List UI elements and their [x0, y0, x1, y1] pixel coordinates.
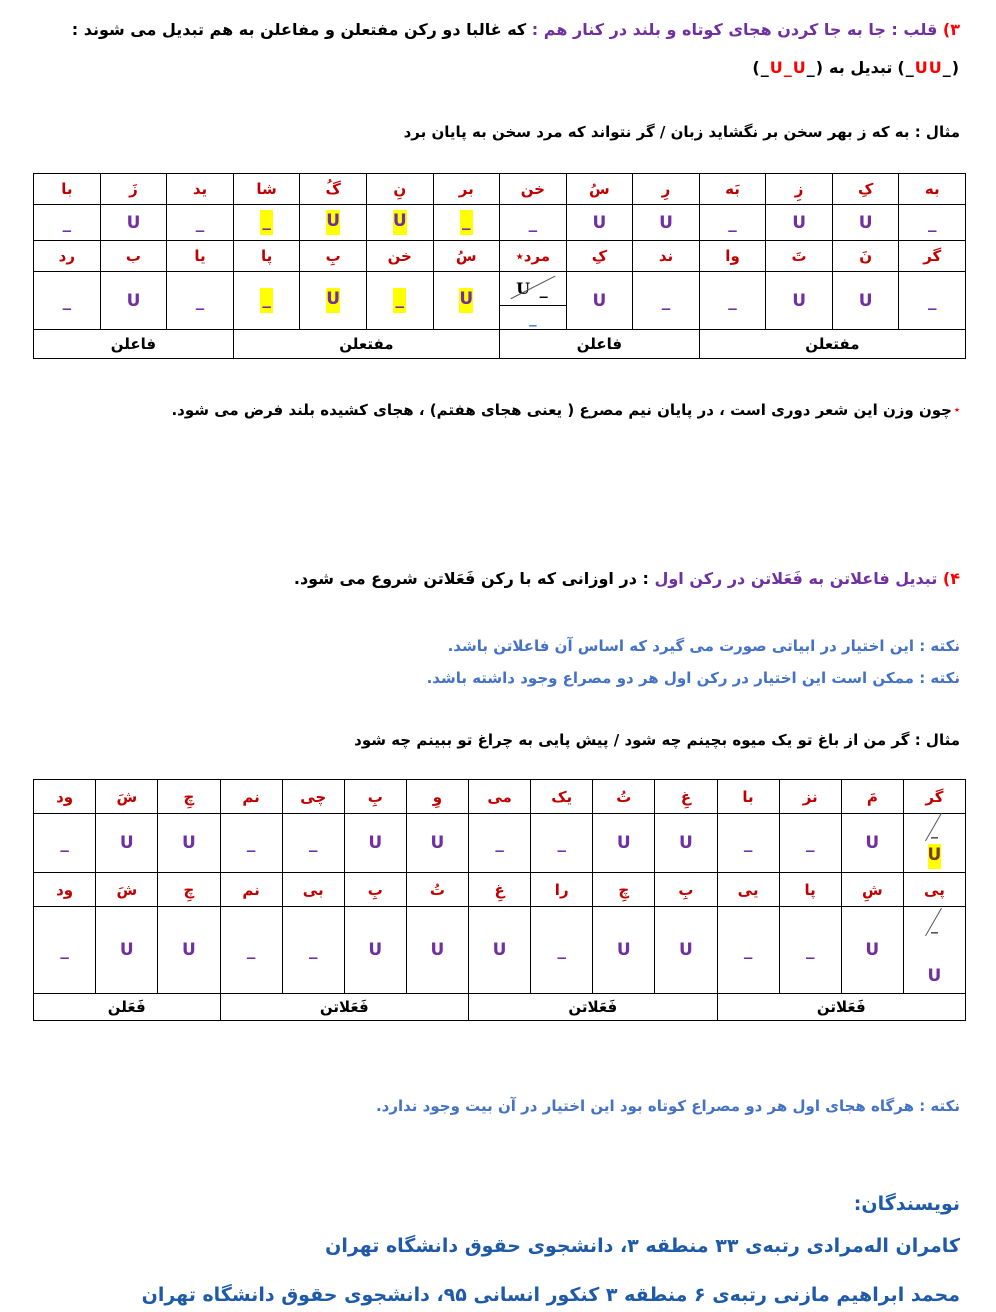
scansion-cell: U	[406, 907, 468, 994]
syllable-cell: چِ	[158, 780, 220, 814]
scansion-cell: _	[233, 205, 300, 241]
scansion-cell: _	[34, 814, 96, 873]
syllable-cell: نم	[220, 873, 282, 907]
scansion-cell: U	[633, 205, 700, 241]
scansion-cell: _	[34, 205, 101, 241]
syllable-cell: وِ	[406, 780, 468, 814]
syllable-cell: شَ	[96, 780, 158, 814]
scansion-cell: _	[233, 272, 300, 330]
syllable-cell: گر	[899, 241, 966, 272]
example2-line: مثال : گر من از باغ تو یک میوه بچینم چه شود / پیش پایی به چراغ تو ببینم چه شود	[354, 731, 960, 749]
syllable-cell: کِ	[566, 241, 633, 272]
scansion-cell: _	[282, 814, 344, 873]
syllable-cell: پی	[903, 873, 965, 907]
formula-to-red: U_U	[769, 58, 807, 77]
prosody-table	[33, 173, 966, 359]
scansion-cell: U	[366, 205, 433, 241]
scansion-cell: _	[899, 205, 966, 241]
syllable-cell: شَ	[96, 873, 158, 907]
scansion-cell: _	[167, 272, 234, 330]
formula-from-red: UU	[914, 58, 943, 77]
scansion-cell: U	[100, 272, 167, 330]
scansion-cell: U	[96, 814, 158, 873]
rukn-label-cell: فاعلن	[34, 330, 234, 359]
prosody-table	[33, 779, 966, 1021]
scansion-cell: U	[832, 272, 899, 330]
scansion-cell: U	[406, 814, 468, 873]
scansion-cell: _	[699, 205, 766, 241]
note-blue-1: نکته : این اختیار در ابیاتی صورت می گیرد که اساس آن فاعلاتن باشد.	[447, 637, 960, 655]
section4-subtitle: : در اوزانی که با رکن فَعَلاتن شروع می شود.	[293, 569, 649, 588]
scansion-cell: U	[566, 272, 633, 330]
syllable-cell: غِ	[469, 873, 531, 907]
syllable-cell: ند	[633, 241, 700, 272]
kashideh-footnote	[30, 399, 960, 421]
scansion-cell: U	[593, 814, 655, 873]
scansion-cell: U	[158, 907, 220, 994]
syllable-cell: یا	[167, 241, 234, 272]
scansion-cell: _	[779, 907, 841, 994]
syllable-cell: بِ	[655, 873, 717, 907]
syllable-cell: تَ	[766, 241, 833, 272]
syllable-cell: ید	[167, 174, 234, 205]
section3-subtitle: که غالبا دو رکن مفتعلن و مفاعلن به هم تبدیل می شوند :	[71, 20, 527, 39]
rukn-label-cell: مفتعلن	[233, 330, 499, 359]
footnote-text: چون وزن این شعر دوری است ، در پایان نیم مصرع ( یعنی هجای هفتم) ، هجای کشیده بلند فرض می شود.	[171, 401, 952, 419]
rukn-label-cell: فَعَلاتن	[717, 994, 966, 1021]
table-row	[34, 241, 966, 272]
authors-heading: نویسندگان:	[853, 1193, 960, 1215]
formula-to	[752, 55, 824, 81]
scansion-cell: U	[300, 205, 367, 241]
formula-line	[30, 55, 960, 81]
scansion-cell: U	[841, 814, 903, 873]
table-row	[34, 907, 966, 994]
author-line-1: کامران اله‌مرادی رتبه‌ی ۳۳ منطقه ۳، دانشجوی حقوق دانشگاه تهران	[325, 1235, 960, 1257]
syllable-cell: نز	[779, 780, 841, 814]
syllable-cell: شِ	[841, 873, 903, 907]
scansion-cell: U	[766, 272, 833, 330]
syllable-cell: چی	[282, 780, 344, 814]
syllable-cell: گُ	[300, 174, 367, 205]
syllable-cell: یک	[531, 780, 593, 814]
section3-title: قلب : جا به جا کردن هجای کوتاه و بلند در کنار هم :	[531, 20, 938, 39]
note-blue-3: نکته : هرگاه هجای اول هر دو مصراع کوتاه بود این اختیار در آن بیت وجود ندارد.	[375, 1097, 960, 1115]
syllable-cell: مرد٭	[500, 241, 567, 272]
scansion-cell	[903, 907, 965, 994]
syllable-cell: خن	[500, 174, 567, 205]
scansion-cell: U	[841, 907, 903, 994]
syllable-cell: بی	[282, 873, 344, 907]
section4-heading	[30, 549, 960, 591]
table-row	[34, 272, 966, 330]
table-row	[34, 873, 966, 907]
syllable-cell: غِ	[655, 780, 717, 814]
scansion-cell: _	[717, 907, 779, 994]
syllable-cell: کِ	[832, 174, 899, 205]
author-line-2: محمد ابراهیم مازنی رتبه‌ی ۶ منطقه ۳ کنکور انسانی ۹۵، دانشجوی حقوق دانشگاه تهران	[141, 1284, 960, 1306]
syllable-cell: ب	[100, 241, 167, 272]
kashideh-crossed-cell: U _ _	[500, 272, 566, 329]
syllable-cell: بَه	[699, 174, 766, 205]
rukn-label-cell: فاعلن	[500, 330, 700, 359]
syllable-cell: نَ	[832, 241, 899, 272]
section3-number: ۳)	[942, 20, 960, 39]
formula-to-pre: (_	[752, 58, 770, 77]
syllable-cell: زَ	[100, 174, 167, 205]
rukn-label-cell: فَعَلاتن	[220, 994, 469, 1021]
scansion-cell: _	[717, 814, 779, 873]
table-row	[34, 174, 966, 205]
syllable-cell: تُ	[406, 873, 468, 907]
scansion-cell: U	[158, 814, 220, 873]
scansion-cell: U	[655, 814, 717, 873]
syllable-cell: وا	[699, 241, 766, 272]
scansion-cell: _	[699, 272, 766, 330]
example1-line: مثال : به که ز بهر سخن بر نگشاید زبان / گر نتواند که مرد سخن به پایان برد	[403, 123, 960, 141]
section4-number: ۴)	[942, 569, 960, 588]
syllable-cell: بِ	[344, 873, 406, 907]
scansion-cell	[500, 272, 567, 330]
syllable-cell: شا	[233, 174, 300, 205]
formula-middle: تبدیل به	[829, 58, 893, 77]
rukn-label-cell: فَعَلاتن	[469, 994, 718, 1021]
syllable-cell: یی	[717, 873, 779, 907]
section3-heading	[30, 0, 960, 42]
syllable-cell: پا	[779, 873, 841, 907]
scansion-cell: _	[433, 205, 500, 241]
syllable-cell: نم	[220, 780, 282, 814]
scansion-cell: U	[566, 205, 633, 241]
syllable-cell: بر	[433, 174, 500, 205]
syllable-cell: چِ	[158, 873, 220, 907]
scansion-cell: U	[300, 272, 367, 330]
syllable-cell: زِ	[766, 174, 833, 205]
scansion-cell: _	[779, 814, 841, 873]
syllable-cell: می	[469, 780, 531, 814]
scansion-cell: _	[282, 907, 344, 994]
scansion-cell: _	[366, 272, 433, 330]
syllable-cell: سُ	[433, 241, 500, 272]
scansion-cell: _	[220, 907, 282, 994]
formula-from	[897, 55, 960, 81]
section4-title: تبدیل فاعلاتن به فَعَلاتن در رکن اول	[654, 569, 938, 588]
syllable-cell: رد	[34, 241, 101, 272]
scansion-cell: _	[633, 272, 700, 330]
syllable-cell: با	[717, 780, 779, 814]
footnote-star-icon: ٭	[954, 403, 960, 416]
scansion-cell: U	[433, 272, 500, 330]
formula-from-pre: (_	[897, 58, 915, 77]
scansion-cell: U	[100, 205, 167, 241]
scansion-cell: _	[34, 272, 101, 330]
scansion-table-1	[0, 173, 996, 359]
scansion-cell: U	[96, 907, 158, 994]
table-row	[34, 780, 966, 814]
syllable-cell: خن	[366, 241, 433, 272]
formula-to-post: _)	[806, 58, 825, 77]
note-blue-2: نکته : ممکن است این اختیار در رکن اول هر دو مصراع وجود داشته باشد.	[426, 669, 960, 687]
syllable-cell: به	[899, 174, 966, 205]
scansion-cell: _	[469, 814, 531, 873]
syllable-cell: را	[531, 873, 593, 907]
scansion-cell: _	[220, 814, 282, 873]
syllable-cell: تُ	[593, 780, 655, 814]
scansion-cell: U	[593, 907, 655, 994]
scansion-cell: _	[899, 272, 966, 330]
syllable-cell: چِ	[593, 873, 655, 907]
authors-block	[30, 1189, 960, 1310]
table-row	[34, 814, 966, 873]
syllable-cell: گر	[903, 780, 965, 814]
crossed-long-to-short-cell: _ U	[904, 817, 965, 869]
syllable-cell: پا	[233, 241, 300, 272]
syllable-cell: با	[34, 174, 101, 205]
scansion-cell: U	[469, 907, 531, 994]
scansion-cell: U	[766, 205, 833, 241]
scansion-cell: U	[344, 907, 406, 994]
formula-from-post: _)	[942, 58, 960, 77]
syllable-cell: ود	[34, 873, 96, 907]
syllable-cell: بِ	[344, 780, 406, 814]
scansion-cell: _	[167, 205, 234, 241]
scansion-cell: U	[655, 907, 717, 994]
syllable-cell: بِ	[300, 241, 367, 272]
table-footer-row	[34, 994, 966, 1021]
syllable-cell: نِ	[366, 174, 433, 205]
scansion-cell: _	[34, 907, 96, 994]
scansion-cell: U	[344, 814, 406, 873]
syllable-cell: ود	[34, 780, 96, 814]
scansion-cell: U	[832, 205, 899, 241]
syllable-cell: سُ	[566, 174, 633, 205]
scansion-cell	[903, 814, 965, 873]
scansion-cell: _	[500, 205, 567, 241]
table-footer-row	[34, 330, 966, 359]
rukn-label-cell: مفتعلن	[699, 330, 965, 359]
scansion-cell: _	[531, 907, 593, 994]
table-row	[34, 205, 966, 241]
rukn-label-cell: فَعَلن	[34, 994, 221, 1021]
syllable-cell: رِ	[633, 174, 700, 205]
scansion-cell: _	[531, 814, 593, 873]
scansion-table-2	[0, 779, 996, 1021]
syllable-cell: مَ	[841, 780, 903, 814]
crossed-long-to-short-cell: _ U	[904, 914, 965, 986]
